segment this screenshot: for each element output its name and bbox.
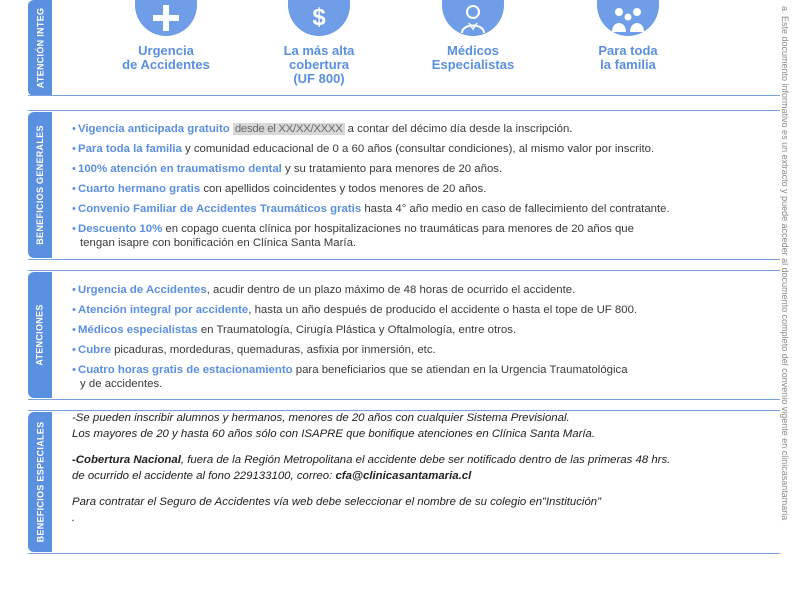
list-item: • Descuento 10% en copago cuenta clínica por hospitalizaciones no traumáticas para menores de 20 años que tengan isapre con bonificación en Clínica Santa María.: [72, 223, 634, 249]
section-tab-atencion-integral: ATENCIÓN INTEG: [28, 0, 52, 96]
side-note: a. Este documento informativo es un extracto y puede acceder al documento completo del convenio vigente en clinicasantamaria: [780, 6, 790, 521]
feature-urgencia: [106, 0, 226, 72]
list-item: • Cuarto hermano gratis con apellidos coincidentes y todos menores de 20 años.: [72, 183, 487, 195]
feature-cobertura: [259, 0, 379, 86]
feature-label: La más alta cobertura (UF 800): [283, 43, 355, 86]
doctor-icon: [442, 0, 504, 36]
list-item: • 100% atención en traumatismo dental y su tratamiento para menores de 20 años.: [72, 163, 503, 175]
section-tab-atenciones: ATENCIONES: [28, 272, 52, 398]
plus-icon: [135, 0, 197, 36]
list-item: • Médicos especialistas en Traumatología, Cirugía Plástica y Oftalmología, entre otros.: [72, 324, 517, 336]
list-item: • Cubre picaduras, mordeduras, quemaduras, asfixia por inmersión, etc.: [72, 344, 436, 356]
cobertura-nacional-text: -Cobertura Nacional, fuera de la Región Metropolitana el accidente debe ser notificado dentro de las primeras 48 hrs.: [72, 454, 671, 466]
feature-label: Urgencia de Accidentes: [122, 43, 210, 72]
email-link[interactable]: cfa@clinicasantamaria.cl: [335, 469, 472, 482]
trailing-dot: .: [72, 511, 76, 524]
section-tab-beneficios-generales: BENEFICIOS GENERALES: [28, 112, 52, 258]
redacted-date: desde el XX/XX/XXXX: [234, 123, 343, 135]
feature-medicos: [413, 0, 533, 72]
feature-label: Para toda la familia: [598, 43, 658, 72]
family-icon: [597, 0, 659, 36]
beneficios-especiales-text: [72, 411, 772, 526]
beneficios-generales-list: [72, 122, 762, 250]
feature-label: Médicos Especialistas: [431, 43, 515, 72]
dollar-icon: $: [288, 0, 350, 36]
list-item: • Urgencia de Accidentes, acudir dentro de un plazo máximo de 48 horas de ocurrido el accidente.: [72, 284, 576, 296]
contacto-text: de ocurrido el accidente al fono 229133100, correo: cfa@clinicasantamaria.cl: [72, 469, 472, 482]
web-text: Para contratar el Seguro de Accidentes vía web debe seleccionar el nombre de su colegio en”Institución”: [72, 496, 601, 508]
section-tab-beneficios-especiales: BENEFICIOS ESPECIALES: [28, 412, 52, 552]
list-item: • Para toda la familia y comunidad educacional de 0 a 60 años (consultar condiciones), al mismo valor por inscrito.: [72, 143, 655, 155]
atenciones-list: [72, 283, 762, 391]
list-item: • Vigencia anticipada gratuito desde el XX/XX/XXXX a contar del décimo día desde la inscripción.: [72, 123, 573, 135]
list-item: • Cuatro horas gratis de estacionamiento para beneficiarios que se atiendan en la Urgencia Traumatológica y de accidentes.: [72, 364, 628, 390]
list-item: • Convenio Familiar de Accidentes Traumáticos gratis hasta 4° año medio en caso de fallecimiento del contratante.: [72, 203, 670, 215]
inscripcion-text: -Se pueden inscribir alumnos y hermanos, menores de 20 años con cualquier Sistema Previsional.: [72, 412, 570, 424]
list-item: • Atención integral por accidente, hasta un año después de producido el accidente o hasta el tope de UF 800.: [72, 304, 638, 316]
feature-familia: [568, 0, 688, 72]
isapre-text: Los mayores de 20 y hasta 60 años sólo con ISAPRE que bonifique atenciones en Clínica Santa María.: [72, 427, 596, 440]
